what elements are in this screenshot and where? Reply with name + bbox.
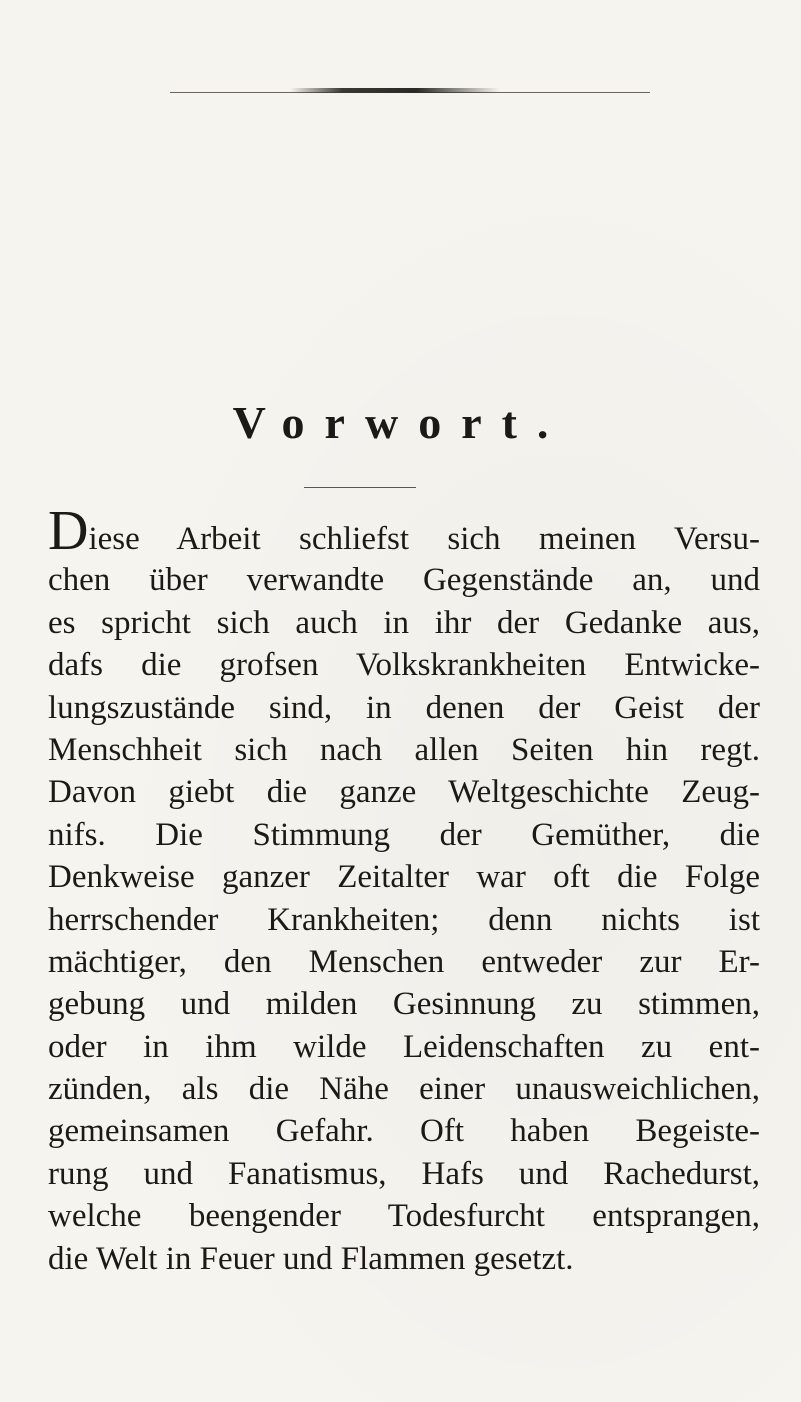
text-line: [48, 500, 760, 562]
text-line: Davon giebt die ganze Weltgeschichte Zeug-: [48, 774, 760, 811]
text-line: zünden, als die Nähe einer unausweichlichen,: [48, 1071, 760, 1108]
text-line: gemeinsamen Gefahr. Oft haben Begeiste-: [48, 1113, 760, 1150]
top-rule-ornament: [290, 88, 500, 93]
text-line: chen über verwandte Gegenstände an, und: [48, 562, 760, 599]
preface-paragraph: [48, 500, 760, 1280]
first-line-text: iese Arbeit schliefst sich meinen Versu-: [88, 521, 760, 557]
text-line: rung und Fanatismus, Hafs und Rachedurst,: [48, 1155, 760, 1192]
text-line: gebung und milden Gesinnung zu stimmen,: [48, 986, 760, 1023]
text-line: mächtiger, den Menschen entweder zur Er-: [48, 943, 760, 980]
page-title: Vorwort.: [232, 397, 569, 448]
text-line: herrschender Krankheiten; denn nichts ist: [48, 901, 760, 938]
text-line: dafs die grofsen Volkskrankheiten Entwicke-: [48, 647, 760, 684]
text-line: nifs. Die Stimmung der Gemüther, die: [48, 816, 760, 853]
text-line: es spricht sich auch in ihr der Gedanke aus,: [48, 604, 760, 641]
text-line: Menschheit sich nach allen Seiten hin regt.: [48, 731, 760, 768]
text-line: welche beengender Todesfurcht entsprangen,: [48, 1198, 760, 1235]
drop-cap-initial: D: [48, 500, 89, 562]
text-line-last: die Welt in Feuer und Flammen gesetzt.: [48, 1240, 574, 1277]
text-line: lungszustände sind, in denen der Geist der: [48, 689, 760, 726]
text-line: oder in ihm wilde Leidenschaften zu ent-: [48, 1028, 760, 1065]
title-divider: [304, 487, 416, 488]
text-line: Denkweise ganzer Zeitalter war oft die Folge: [48, 859, 760, 896]
